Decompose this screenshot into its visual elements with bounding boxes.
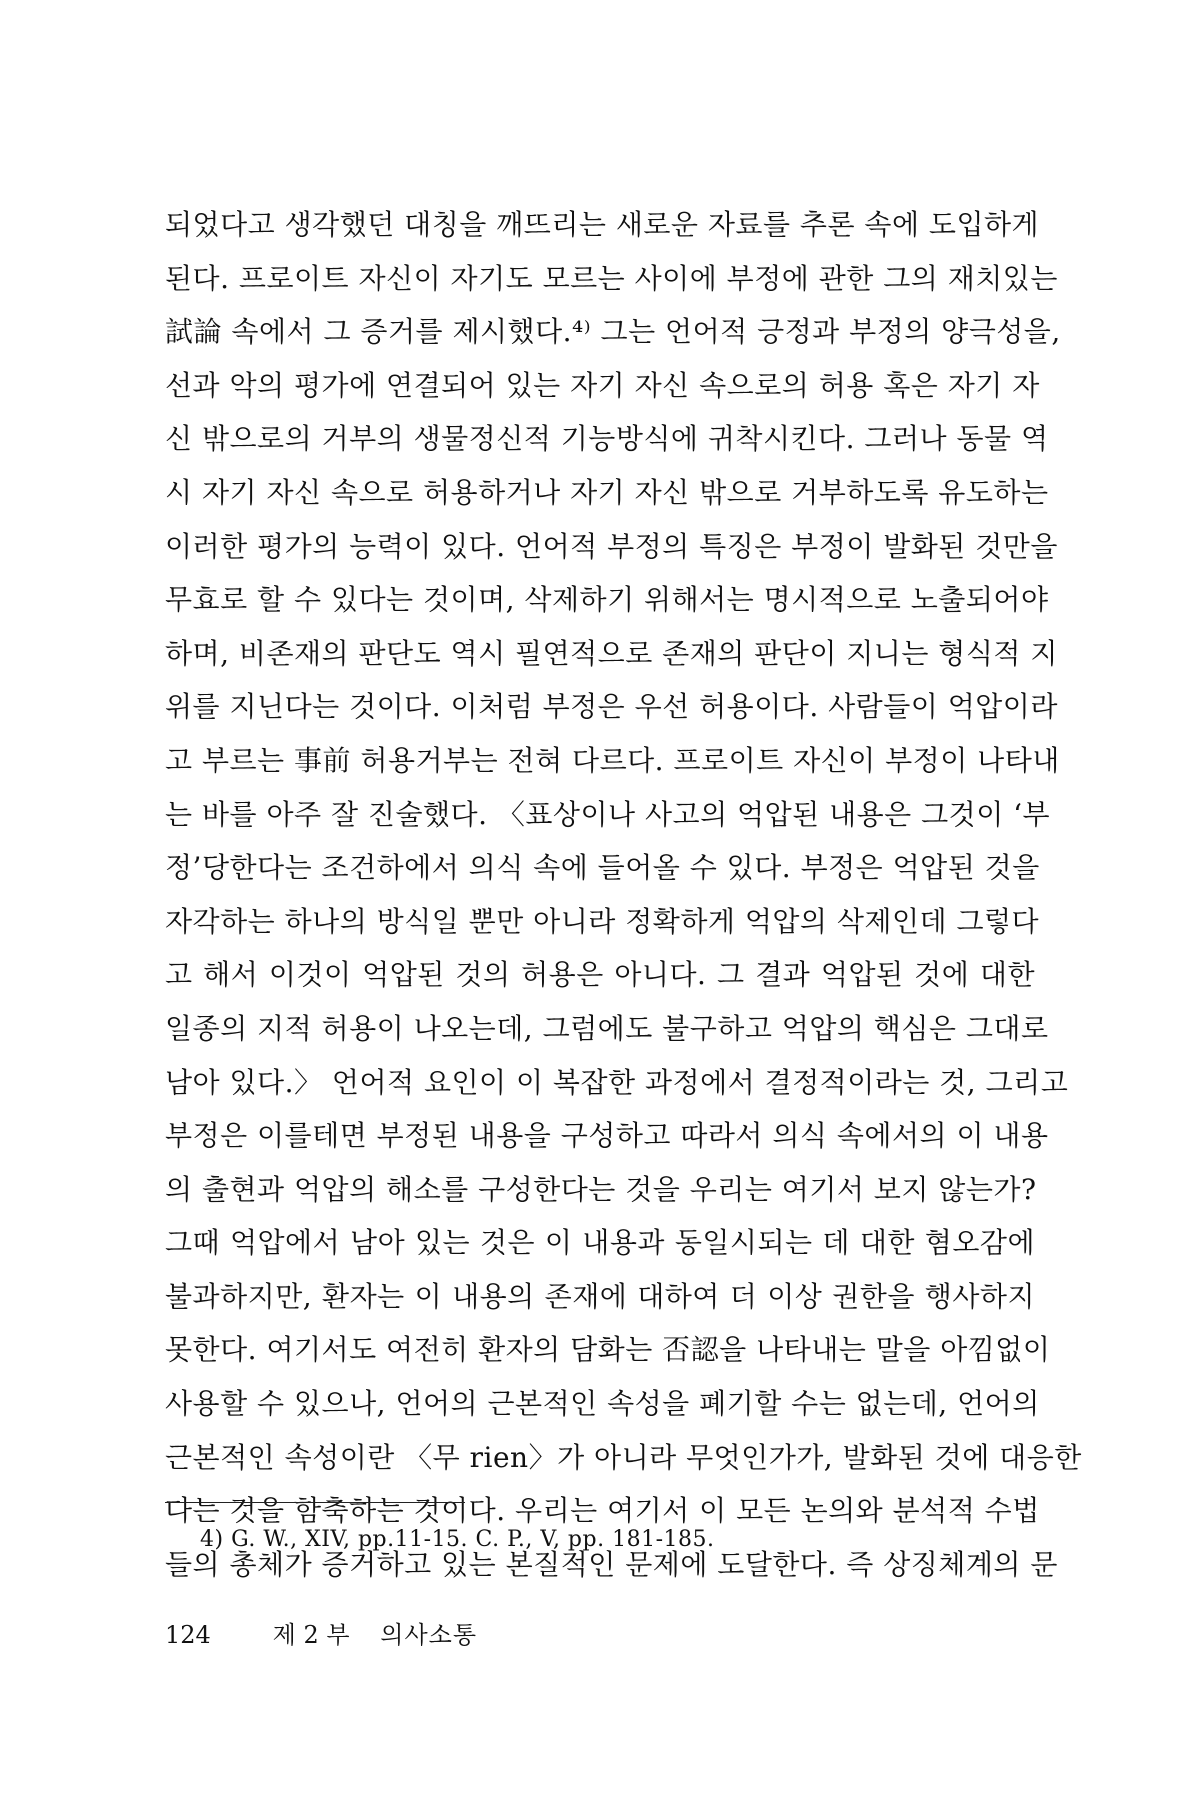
text-line: 못한다. 여기서도 여전히 환자의 담화는 否認을 나타내는 말을 아낌없이 xyxy=(165,1333,1051,1367)
text-line: 신 밖으로의 거부의 생물정신적 기능방식에 귀착시킨다. 그러나 동물 역 xyxy=(165,422,1049,456)
text-line: 의 출현과 억압의 해소를 구성한다는 것을 우리는 여기서 보지 않는가? xyxy=(165,1172,1037,1206)
text-line: 고 해서 이것이 억압된 것의 허용은 아니다. 그 결과 억압된 것에 대한 xyxy=(165,958,1035,992)
text-line: 는 바를 아주 잘 진술했다. 〈표상이나 사고의 억압된 내용은 그것이 ‘부 xyxy=(165,797,1051,831)
page-number: 124 xyxy=(165,1621,211,1649)
text-line: 하며, 비존재의 판단도 역시 필연적으로 존재의 판단이 지니는 형식적 지 xyxy=(165,636,1058,670)
text-line: 부정은 이를테면 부정된 내용을 구성하고 따라서 의식 속에서의 이 내용 xyxy=(165,1119,1049,1153)
text-line: 사용할 수 있으나, 언어의 근본적인 속성을 폐기할 수는 없는데, 언어의 xyxy=(165,1387,1040,1421)
text-line: 이러한 평가의 능력이 있다. 언어적 부정의 특징은 부정이 발화된 것만을 xyxy=(165,529,1058,563)
text-line: 되었다고 생각했던 대칭을 깨뜨리는 새로운 자료를 추론 속에 도입하게 xyxy=(165,208,1040,241)
text-line: 다는 것을 함축하는 것이다. 우리는 여기서 이 모든 논의와 분석적 수법 xyxy=(165,1494,1040,1528)
text-line: 무효로 할 수 있다는 것이며, 삭제하기 위해서는 명시적으로 노출되어야 xyxy=(165,583,1049,617)
text-line: 고 부르는 事前 허용거부는 전혀 다르다. 프로이트 자신이 부정이 나타내 xyxy=(165,743,1060,777)
text-line: 위를 지닌다는 것이다. 이처럼 부정은 우선 허용이다. 사람들이 억압이라 xyxy=(165,690,1058,724)
part-label: 제 2 부 xyxy=(272,1621,350,1649)
text-line: 그때 억압에서 남아 있는 것은 이 내용과 동일시되는 데 대한 혐오감에 xyxy=(165,1226,1035,1260)
text-line: 불과하지만, 환자는 이 내용의 존재에 대하여 더 이상 권한을 행사하지 xyxy=(165,1279,1035,1313)
text-line: 試論 속에서 그 증거를 제시했다.⁴⁾ 그는 언어적 긍정과 부정의 양극성을, xyxy=(165,315,1061,349)
section-title: 의사소통 xyxy=(380,1621,478,1649)
text-line: 일종의 지적 허용이 나오는데, 그럼에도 불구하고 억압의 핵심은 그대로 xyxy=(165,1011,1049,1045)
text-line: 된다. 프로이트 자신이 자기도 모르는 사이에 부정에 관한 그의 재치있는 xyxy=(165,261,1058,295)
footnote: 4) G. W., XIV, pp.11-15. C. P., V, pp. 181-185. xyxy=(200,1527,715,1552)
text-line: 근본적인 속성이란 〈무 rien〉가 아니라 무엇인가가, 발화된 것에 대응한 xyxy=(165,1440,1082,1474)
text-line: 남아 있다.〉 언어적 요인이 이 복잡한 과정에서 결정적이라는 것, 그리고 xyxy=(165,1065,1069,1099)
text-line: 선과 악의 평가에 연결되어 있는 자기 자신 속으로의 허용 혹은 자기 자 xyxy=(165,368,1040,402)
footnote-divider xyxy=(165,1502,465,1503)
text-line: 시 자기 자신 속으로 허용하거나 자기 자신 밖으로 거부하도록 유도하는 xyxy=(165,475,1049,509)
body-text xyxy=(165,198,1082,1591)
text-line: 들의 총체가 증거하고 있는 본질적인 문제에 도달한다. 즉 상징체계의 문 xyxy=(165,1547,1058,1581)
page-footer xyxy=(165,1620,477,1650)
text-line: 정’당한다는 조건하에서 의식 속에 들어올 수 있다. 부정은 억압된 것을 xyxy=(165,851,1040,885)
text-line: 자각하는 하나의 방식일 뿐만 아니라 정확하게 억압의 삭제인데 그렇다 xyxy=(165,904,1040,938)
